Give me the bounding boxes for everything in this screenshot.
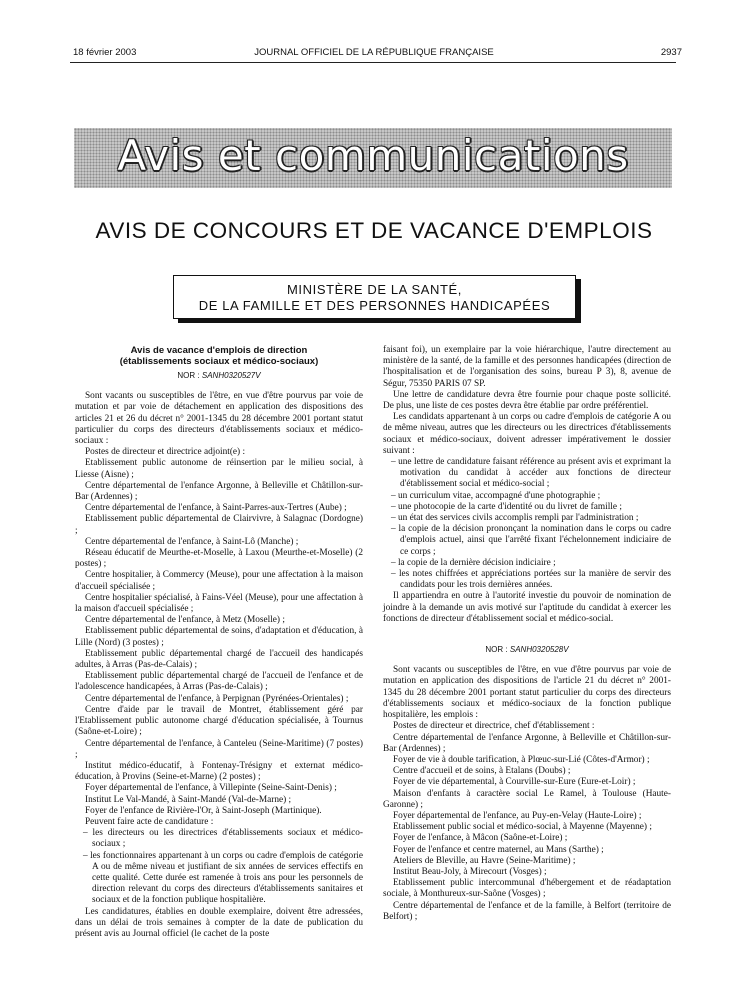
dash-item: – un état des services civils accomplis rempli par l'administration ; xyxy=(391,513,639,524)
nor-label-2: NOR : xyxy=(485,645,508,655)
list-item: Peuvent faire acte de candidature : xyxy=(85,816,214,827)
list-item: Centre départemental de l'enfance Argonne, à Belleville et Châtillon-sur-Bar (Ardennes) ; xyxy=(383,732,671,754)
list-item: Etablissement public social et médico-social, à Mayenne (Mayenne) ; xyxy=(393,822,652,833)
list-item: Foyer de l'enfance, à Mâcon (Saône-et-Loire) ; xyxy=(393,833,568,844)
nor-code: SANH0320527V xyxy=(201,371,261,380)
list-item: Etablissement public départemental de Clairvivre, à Salagnac (Dordogne) ; xyxy=(75,514,363,536)
section-banner xyxy=(74,128,672,188)
dash-item: – une lettre de candidature faisant référence au présent avis et exprimant la motivation du candidat à accéder aux fonctions de directeur d'établissement social et médico-social ; xyxy=(391,457,671,490)
page-number: 2937 xyxy=(660,47,682,58)
list-item: Ateliers de Bleville, au Havre (Seine-Maritime) ; xyxy=(393,855,576,866)
journal-title: JOURNAL OFFICIEL DE LA RÉPUBLIQUE FRANÇAISE xyxy=(254,47,494,58)
list-item: Postes de directeur et directrice, chef d'établissement : xyxy=(393,721,595,732)
list-item: Centre d'accueil et de soins, à Etalans (Doubs) ; xyxy=(393,766,571,777)
left-paragraphs xyxy=(75,391,363,828)
dash-item: – une photocopie de la carte d'identité ou du livret de famille ; xyxy=(391,501,622,512)
nor-reference xyxy=(75,370,363,381)
header-rule xyxy=(70,62,676,63)
right-para-3: Les candidats appartenant à un corps ou cadre d'emplois de catégorie A ou de même niveau, autres que les directeurs ou les directrices d'établissements sociaux et médico-sociaux, doivent adresser impérativement le dossier suivant : xyxy=(383,412,671,456)
list-item: Centre départemental de l'enfance et de la famille, à Belfort (territoire de Belfort) ; xyxy=(383,900,671,922)
nor-code-2: SANH0320528V xyxy=(509,645,569,655)
list-item: Foyer de vie à double tarification, à Plœuc-sur-Lié (Côtes-d'Armor) ; xyxy=(393,754,650,765)
left-closing: Les candidatures, établies en double exemplaire, doivent être adressées, dans un délai de trois semaines à compter de la date de publication du présent avis au Journal officiel (le cachet de la poste xyxy=(75,906,363,939)
notice-subtitle: (établissements sociaux et médico-sociaux) xyxy=(119,356,319,367)
ministry-box xyxy=(173,275,576,319)
list-item: Sont vacants ou susceptibles de l'être, en vue d'être pourvus par voie de mutation en application des dispositions de l'article 21 du décret n° 2001-1345 du 28 décembre 2001 portant statut particulier du corps des directeurs d'établissements sociaux et médico-sociaux de la fonction publique hospitalière, les emplois : xyxy=(383,665,671,721)
list-item: Etablissement public autonome de réinsertion par le milieu social, à Liesse (Aisne) ; xyxy=(75,458,363,480)
list-item: Foyer de l'enfance et centre maternel, au Mans (Sarthe) ; xyxy=(393,844,604,855)
left-dash-list xyxy=(75,828,363,906)
list-item: Centre départemental de l'enfance, à Perpignan (Pyrénées-Orientales) ; xyxy=(85,693,349,704)
list-item: Sont vacants ou susceptibles de l'être, en vue d'être pourvus par voie de mutation et par voie de détachement en application des dispositions des articles 21 et 26 du décret n° 2001-1345 du 28 décembre 2001 portant statut particulier du corps des directeurs d'établissements sociaux et médico-sociaux : xyxy=(75,391,363,447)
list-item: Centre départemental de l'enfance, à Saint-Lô (Manche) ; xyxy=(85,536,299,547)
dash-item: – les directeurs ou les directrices d'établissements sociaux et médico-sociaux ; xyxy=(83,828,363,850)
right-para-1: faisant foi), un exemplaire par la voie hiérarchique, l'autre directement au ministère de la santé, de la famille et des personnes handicapées (direction de l'hospitalisation et de l'organisation des soins, bureau P 3), 8, avenue de Ségur, 75350 PARIS 07 SP. xyxy=(383,345,671,389)
list-item: Centre départemental de l'enfance, à Saint-Parres-aux-Tertres (Aube) ; xyxy=(85,503,347,514)
left-column xyxy=(75,345,363,940)
dash-item: – la copie de la dernière décision indiciaire ; xyxy=(391,557,556,568)
section-title: AVIS DE CONCOURS ET DE VACANCE D'EMPLOIS xyxy=(95,218,653,243)
list-item: Maison d'enfants à caractère social Le Ramel, à Toulouse (Haute-Garonne) ; xyxy=(383,788,671,810)
list-item: Centre hospitalier, à Commercy (Meuse), pour une affectation à la maison d'accueil spécialisée ; xyxy=(75,570,363,592)
list-item: Etablissement public départemental chargé de l'accueil des handicapés adultes, à Arras (Pas-de-Calais) ; xyxy=(75,648,363,671)
list-item: Etablissement public départemental chargé de l'accueil de l'enfance et de l'adolescence handicapées, à Arras (Pas-de-Calais) ; xyxy=(75,671,363,693)
list-item: Centre départemental de l'enfance, à Canteleu (Seine-Maritime) (7 postes) ; xyxy=(75,738,363,760)
ministry-line2: DE LA FAMILLE ET DES PERSONNES HANDICAPÉES xyxy=(198,298,551,313)
list-item: Postes de directeur et directrice adjoint(e) : xyxy=(85,447,246,458)
list-item: Foyer de l'enfance de Rivière-l'Or, à Saint-Joseph (Martinique). xyxy=(85,805,322,816)
list-item: Centre d'aide par le travail de Montret, établissement géré par l'Etablissement public autonome chargé d'éducation spécialisée, à Tournus (Saône-et-Loire) ; xyxy=(75,704,363,738)
list-item: Etablissement public intercommunal d'hébergement et de réadaptation sociale, à Monthureux-sur-Saône (Vosges) ; xyxy=(383,878,671,900)
list-item: Foyer départemental de l'enfance, à Villepinte (Seine-Saint-Denis) ; xyxy=(85,783,337,794)
dash-item: – les notes chiffrées et appréciations portées sur la manière de servir des candidats pour les trois dernières années. xyxy=(391,569,671,591)
list-item: Institut Le Val-Mandé, à Saint-Mandé (Val-de-Marne) ; xyxy=(85,794,292,805)
list-item: Centre départemental de l'enfance, à Metz (Moselle) ; xyxy=(85,615,285,626)
list-item: Etablissement public départemental de soins, d'adaptation et d'éducation, à Lille (Nord) (3 postes) ; xyxy=(75,626,363,648)
right-paragraphs xyxy=(383,665,671,923)
right-dash-list xyxy=(383,457,671,591)
issue-date: 18 février 2003 xyxy=(73,47,137,58)
right-para-2: Une lettre de candidature devra être fournie pour chaque poste sollicité. De plus, une liste de ces postes devra être établie par ordre préférentiel. xyxy=(383,389,671,412)
dash-item: – un curriculum vitae, accompagné d'une photographie ; xyxy=(391,490,601,501)
notice-title: Avis de vacance d'emplois de direction xyxy=(130,345,308,356)
list-item: Réseau éducatif de Meurthe-et-Moselle, à Laxou (Meurthe-et-Moselle) (2 postes) ; xyxy=(75,548,363,570)
list-item: Institut médico-éducatif, à Fontenay-Trésigny et externat médico-éducation, à Provins (Seine-et-Marne) (2 postes) ; xyxy=(75,760,363,783)
list-item: Foyer départemental de l'enfance, au Puy-en-Velay (Haute-Loire) ; xyxy=(393,810,642,821)
dash-item: – la copie de la décision prononçant la nomination dans le corps ou cadre d'emplois actuel, ainsi que l'arrêté fixant l'échelonnement indiciaire de ce corps ; xyxy=(391,524,671,557)
list-item: Foyer de vie départemental, à Courville-sur-Eure (Eure-et-Loir) ; xyxy=(393,777,636,788)
ministry-line1: MINISTÈRE DE LA SANTÉ, xyxy=(286,282,462,297)
nor-label: NOR : xyxy=(177,371,200,380)
dash-item: – les fonctionnaires appartenant à un corps ou cadre d'emplois de catégorie A ou de même niveau et justifiant de six années de services effectifs en cette qualité. Cette durée est ramenée à trois ans pour les personnels de direction relevant du corps des directeurs d'établissements sanitaires et sociaux et de la fonction publique hospitalière. xyxy=(83,850,363,906)
nor-reference-2 xyxy=(383,644,671,655)
banner-title: Avis et communications xyxy=(117,131,629,180)
right-para-4: Il appartiendra en outre à l'autorité investie du pouvoir de nomination de joindre à la demande un avis motivé sur l'aptitude du candidat à exercer les fonctions de directeur d'établissement social et médico-social. xyxy=(383,591,671,624)
list-item: Institut Beau-Joly, à Mirecourt (Vosges) ; xyxy=(393,866,547,877)
list-item: Centre hospitalier spécialisé, à Fains-Véel (Meuse), pour une affectation à la maison d'accueil spécialisée ; xyxy=(75,592,363,615)
right-column xyxy=(383,345,671,923)
page-header xyxy=(0,47,748,61)
list-item: Centre départemental de l'enfance Argonne, à Belleville et Châtillon-sur-Bar (Ardennes) ; xyxy=(75,480,363,503)
